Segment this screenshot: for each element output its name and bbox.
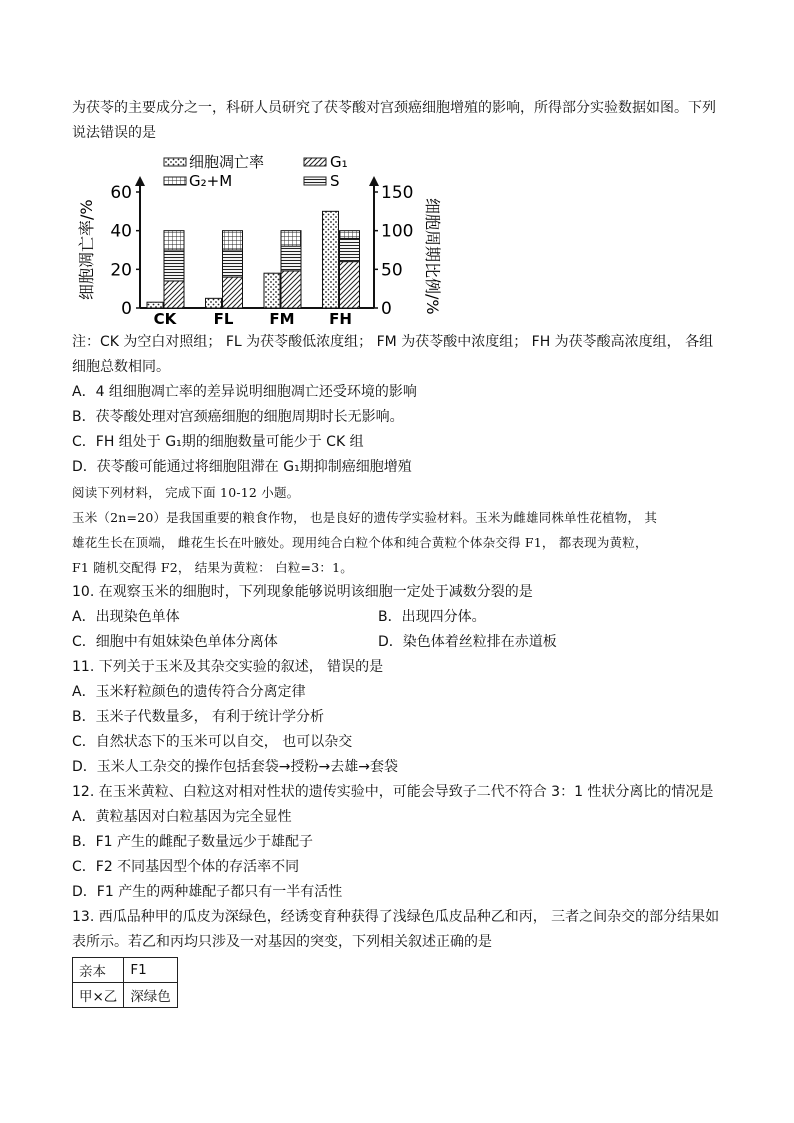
left-axis-arrow	[135, 176, 145, 186]
q11-option-a[interactable]: A．玉米籽粒颜色的遗传符合分离定律	[72, 684, 306, 700]
bar-group	[147, 211, 360, 308]
table-header-row	[73, 958, 178, 983]
q10-option-a[interactable]: A．出现染色单体	[72, 609, 180, 625]
q10-options-row-2	[72, 630, 724, 655]
q13-table	[72, 957, 178, 1008]
bar-chart	[72, 148, 452, 326]
material-line-2: 雄花生长在顶端， 雌花生长在叶腋处。现用纯合白粒个体和纯合黄粒个体杂交得 F1， 都表现为黄粒，	[72, 535, 648, 550]
left-axis-ticks	[110, 183, 140, 319]
right-tick-label: 0	[381, 299, 392, 319]
option-b[interactable]: B．茯苓酸处理对宫颈癌细胞的细胞周期时长无影响。	[72, 409, 404, 425]
q12-stem: 12. 在玉米黄粒、白粒这对相对性状的遗传实验中，可能会导致子二代不符合 3：1 性状分离比的情况是	[72, 784, 714, 800]
left-axis-title: 细胞凋亡率/%	[77, 199, 96, 300]
legend-swatch-apoptosis	[164, 158, 186, 166]
table-header-cell: 亲本	[73, 958, 124, 983]
q11-option-d[interactable]: D．玉米人工杂交的操作包括套袋→授粉→去雄→套袋	[72, 759, 398, 775]
left-tick-label: 60	[110, 183, 132, 203]
chart-legend	[164, 153, 348, 190]
bar-cycle-segment	[223, 250, 243, 277]
bar-apoptosis	[264, 273, 280, 308]
legend-swatch-g1	[304, 158, 326, 166]
category-label: FL	[213, 310, 234, 326]
bar-cycle-segment	[164, 250, 184, 281]
table-header-cell: F1	[124, 958, 178, 983]
q11-option-b[interactable]: B．玉米子代数量多， 有利于统计学分析	[72, 709, 325, 725]
right-tick-label: 100	[381, 221, 414, 242]
left-tick-label: 40	[110, 221, 132, 242]
question-intro: 为茯苓的主要成分之一，科研人员研究了茯苓酸对宫颈癌细胞增殖的影响，所得部分实验数据如图。下列说法错误的是	[72, 100, 716, 141]
q11-option-c[interactable]: C．自然状态下的玉米可以自交， 也可以杂交	[72, 734, 353, 750]
material-line-3: F1 随机交配得 F2， 结果为黄粒： 白粒=3：1。	[72, 560, 353, 575]
bar-cycle-segment	[281, 271, 301, 308]
q11-stem: 11. 下列关于玉米及其杂交实验的叙述， 错误的是	[72, 659, 384, 675]
chart-note: 注：CK 为空白对照组； FL 为茯苓酸低浓度组； FM 为茯苓酸中浓度组； FH 为茯苓酸高浓度组， 各组细胞总数相同。	[72, 334, 714, 375]
bar-cycle-segment	[223, 277, 243, 308]
right-tick-label: 50	[381, 260, 403, 281]
q10-option-c[interactable]: C．细胞中有姐妹染色单体分离体	[72, 634, 278, 650]
right-axis-ticks	[374, 183, 413, 319]
table-cell: 深绿色	[124, 983, 178, 1008]
category-labels	[154, 310, 352, 326]
q10-options-row-1	[72, 605, 724, 630]
option-c[interactable]: C．FH 组处于 G₁期的细胞数量可能少于 CK 组	[72, 434, 364, 450]
reading-prompt: 阅读下列材料， 完成下面 10-12 小题。	[72, 485, 300, 500]
category-label: FH	[329, 310, 352, 326]
right-axis-title: 细胞周期比例/%	[423, 198, 442, 315]
legend-swatch-g2m	[164, 177, 186, 185]
category-label: FM	[269, 310, 295, 326]
bar-apoptosis	[147, 302, 163, 308]
legend-label-g1: G₁	[330, 153, 348, 171]
bar-cycle-segment	[281, 246, 301, 271]
table-row	[73, 983, 178, 1008]
bar-cycle-segment	[340, 262, 360, 308]
bar-cycle-segment	[164, 281, 184, 308]
legend-label-g2m: G₂+M	[189, 172, 233, 190]
right-tick-label: 150	[381, 183, 414, 203]
q10-stem: 10. 在观察玉米的细胞时，下列现象能够说明该细胞一定处于减数分裂的是	[72, 584, 533, 600]
q12-option-a[interactable]: A．黄粒基因对白粒基因为完全显性	[72, 809, 292, 825]
q12-option-b[interactable]: B．F1 产生的雌配子数量远少于雄配子	[72, 834, 314, 850]
bar-apoptosis	[206, 298, 222, 308]
legend-label-s: S	[330, 172, 340, 190]
bar-cycle-segment	[223, 231, 243, 250]
q10-option-b[interactable]: B．出现四分体。	[378, 609, 486, 625]
option-d[interactable]: D．茯苓酸可能通过将细胞阻滞在 G₁期抑制癌细胞增殖	[72, 459, 412, 475]
right-axis-arrow	[369, 176, 379, 186]
bar-cycle-segment	[281, 231, 301, 246]
material-line-1: 玉米（2n=20）是我国重要的粮食作物， 也是良好的遗传学实验材料。玉米为雌雄同株单性花植物， 其	[72, 510, 658, 525]
category-label: CK	[153, 310, 177, 326]
bar-cycle-segment	[340, 238, 360, 261]
left-tick-label: 0	[121, 299, 132, 319]
q12-option-c[interactable]: C．F2 不同基因型个体的存活率不同	[72, 859, 300, 875]
legend-label-apoptosis: 细胞凋亡率	[189, 153, 265, 171]
question-page	[72, 96, 724, 1008]
option-a[interactable]: A．4 组细胞凋亡率的差异说明细胞凋亡还受环境的影响	[72, 384, 417, 400]
left-tick-label: 20	[110, 260, 132, 281]
legend-swatch-s	[304, 177, 326, 185]
q12-option-d[interactable]: D．F1 产生的两种雄配子都只有一半有活性	[72, 884, 343, 900]
table-cell: 甲×乙	[73, 983, 124, 1008]
bar-cycle-segment	[340, 231, 360, 239]
q10-option-d[interactable]: D．染色体着丝粒排在赤道板	[378, 634, 557, 650]
bar-apoptosis	[323, 211, 339, 308]
bar-cycle-segment	[164, 231, 184, 250]
q13-stem: 13. 西瓜品种甲的瓜皮为深绿色，经诱变育种获得了浅绿色瓜皮品种乙和丙， 三者之间杂交的部分结果如表所示。若乙和丙均只涉及一对基因的突变，下列相关叙述正确的是	[72, 909, 720, 950]
